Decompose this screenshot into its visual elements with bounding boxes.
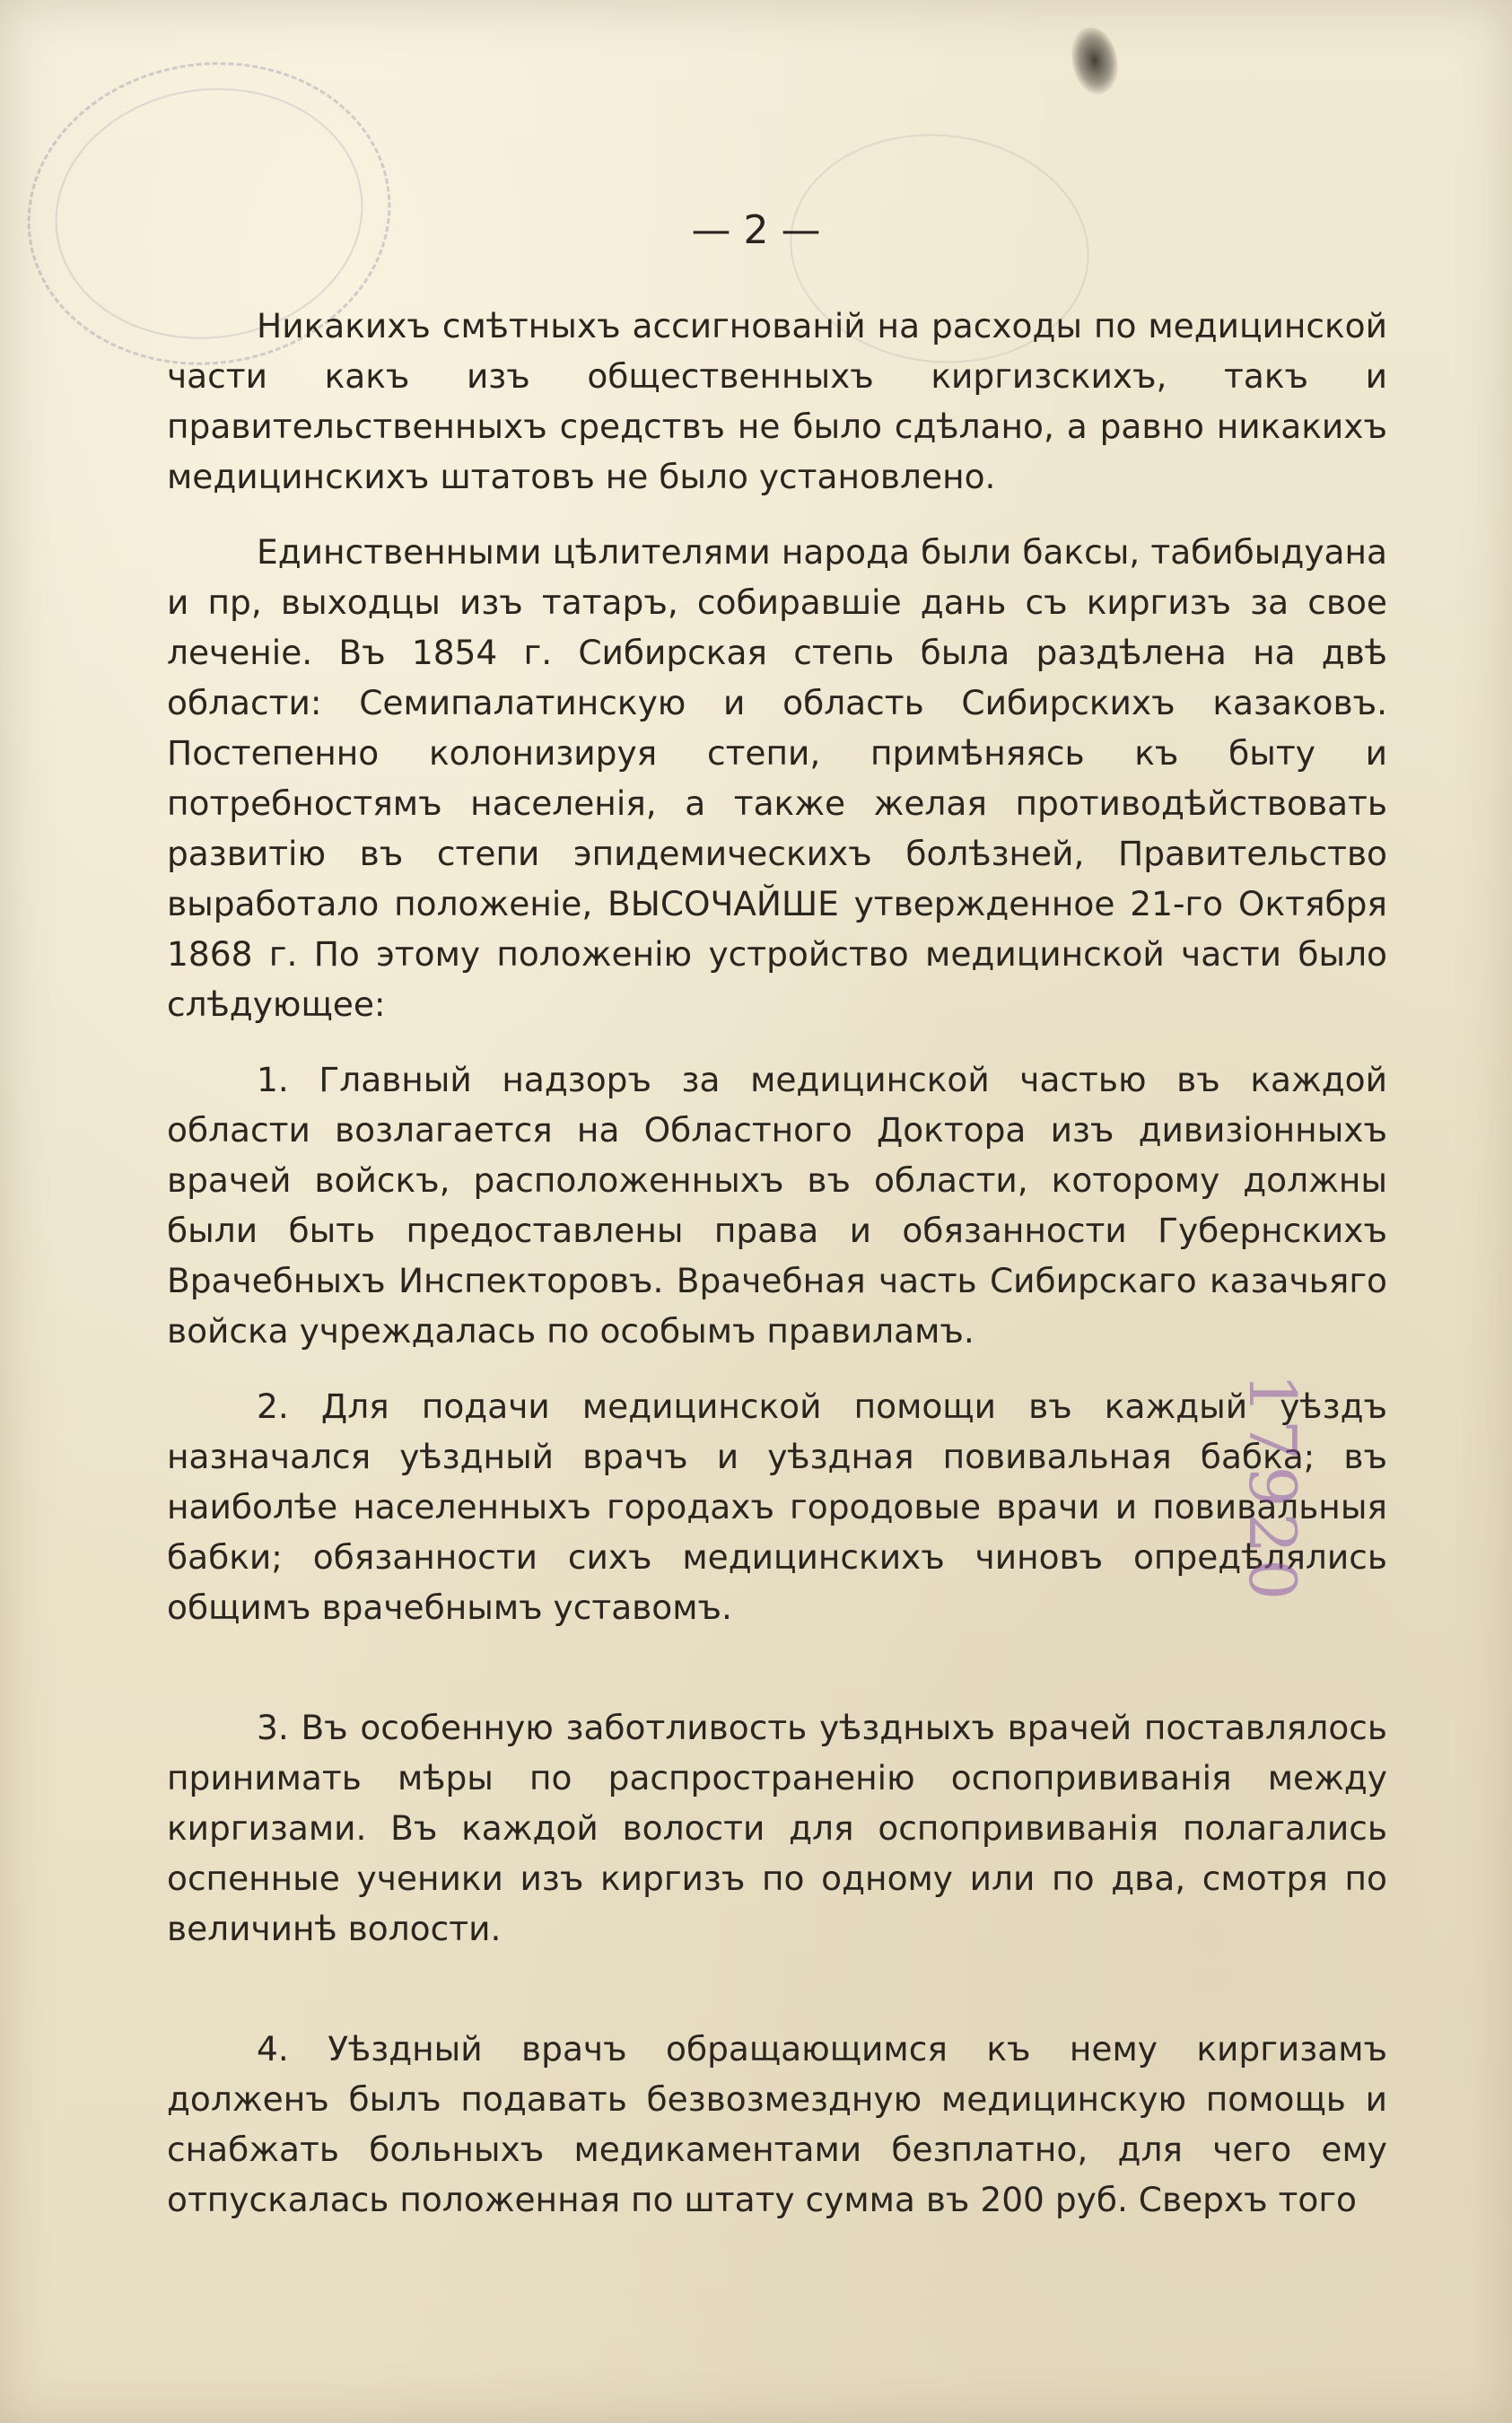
ink-blot <box>1067 23 1123 98</box>
archive-number-annotation: 17920 <box>1235 1373 1310 1606</box>
paragraph-3: 1. Главный надзоръ за медицинской частью въ каждой области возлагается на Областного Доктора изъ дивизіонныхъ врачей войскъ, расположенныхъ въ области, которому должны были быть предоставлены права и обязанности Губернскихъ Врачебныхъ Инспекторовъ. Врачебная часть Сибирскаго казачьяго войска учреждалась по особымъ правиламъ. <box>167 1060 1387 1351</box>
paragraph-5: 3. Въ особенную заботливость уѣздныхъ врачей поставлялось принимать мѣры по распространенію оспопрививанія между киргизами. Въ каждой волости для оспопрививанія полагались оспенные ученики изъ киргизъ по одному или по два, смотря по величинѣ волости. <box>167 1708 1387 1948</box>
page-number: — 2 — <box>691 207 821 253</box>
paragraph-2: Единственными цѣлителями народа были баксы, табибыдуана и пр, выходцы изъ татаръ, собиравшіе дань съ киргизъ за свое леченіе. Въ 1854 г. Сибирская степь была раздѣлена на двѣ области: Семипалатинскую и область Сибирскихъ казаковъ. Постепенно колонизируя степи, примѣняясь къ быту и потребностямъ населенія, а также желая противодѣйствовать развитію въ степи эпидемическихъ болѣзней, Правительство выработало положеніе, ВЫСОЧАЙШЕ утвержденное 21-го Октября 1868 г. По этому положенію устройство медицинской части было слѣдующее: <box>167 532 1387 1024</box>
paragraph-4: 2. Для подачи медицинской помощи въ каждый уѣздъ назначался уѣздный врачъ и уѣздная повивальная бабка; въ наиболѣе населенныхъ городахъ городовые врачи и повивальныя бабки; обязанности сихъ медицинскихъ чиновъ опредѣлялись общимъ врачебнымъ уставомъ. <box>167 1386 1387 1627</box>
paragraph-6: 4. Уѣздный врачъ обращающимся къ нему киргизамъ долженъ былъ подавать безвозмездную медицинскую помощь и снабжать больныхъ медикаментами безплатно, для чего ему отпускалась положенная по штату сумма въ 200 руб. Сверхъ того <box>167 2029 1387 2219</box>
text-column <box>167 301 1387 2225</box>
paragraph-1: Никакихъ смѣтныхъ ассигнованій на расходы по медицинской части какъ изъ общественныхъ киргизскихъ, такъ и правительственныхъ средствъ не было сдѣлано, а равно никакихъ медицинскихъ штатовъ не было установлено. <box>167 306 1387 496</box>
